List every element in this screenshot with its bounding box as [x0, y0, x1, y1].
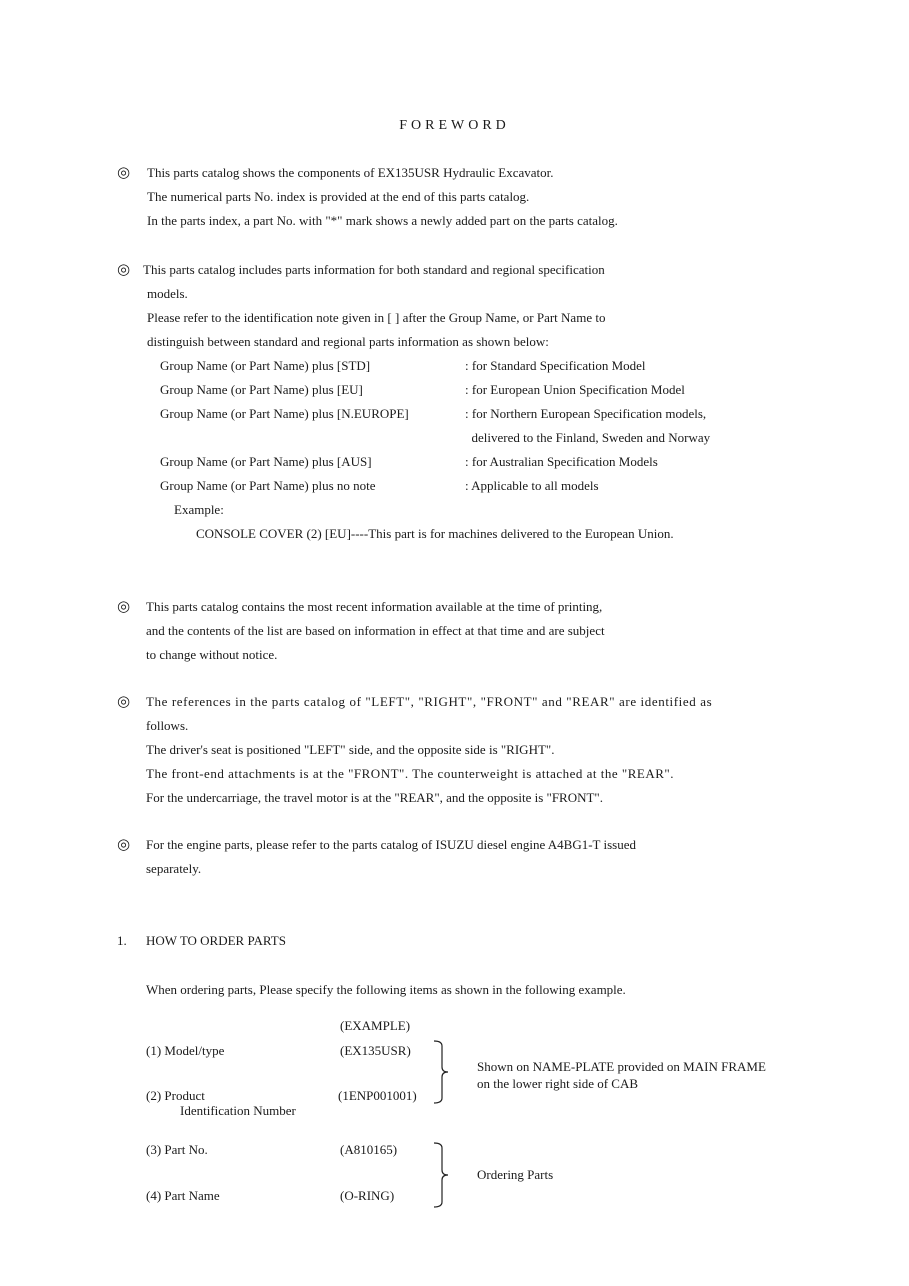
- section-number: 1.: [117, 933, 127, 948]
- example-label: Example:: [174, 502, 224, 517]
- text-line: separately.: [146, 861, 202, 876]
- text-line: This parts catalog shows the components of EX135USR Hydraulic Excavator.: [147, 165, 554, 180]
- order-item-label: (4) Part Name: [146, 1188, 220, 1203]
- spec-table-left: Group Name (or Part Name) plus no note: [160, 478, 376, 493]
- spec-table-right: : for Standard Specification Model: [465, 358, 646, 373]
- order-item-label: (2) Product: [146, 1088, 205, 1103]
- nameplate-note: on the lower right side of CAB: [477, 1076, 639, 1091]
- text-line: and the contents of the list are based on information in effect at that time and are subject: [146, 623, 605, 638]
- spec-table-right: delivered to the Finland, Sweden and Norway: [465, 430, 711, 445]
- text-line: The references in the parts catalog of "LEFT", "RIGHT", "FRONT" and "REAR" are identified as: [146, 694, 713, 709]
- section-intro: When ordering parts, Please specify the following items as shown in the following example.: [146, 982, 626, 997]
- double-circle-bullet-icon: ◎: [117, 165, 131, 181]
- text-line: follows.: [146, 718, 189, 733]
- spec-table-left: Group Name (or Part Name) plus [STD]: [160, 358, 371, 373]
- ordering-parts-note: Ordering Parts: [477, 1167, 554, 1182]
- spec-table-left: Group Name (or Part Name) plus [AUS]: [160, 454, 372, 469]
- spec-table-left: Group Name (or Part Name) plus [N.EUROPE]: [160, 406, 409, 421]
- double-circle-bullet-icon: ◎: [117, 262, 131, 278]
- right-brace-icon: [432, 1040, 452, 1104]
- text-line: Please refer to the identification note given in [ ] after the Group Name, or Part Name to: [147, 310, 606, 325]
- order-item-label-continued: Identification Number: [180, 1103, 296, 1118]
- text-line: In the parts index, a part No. with "*" mark shows a newly added part on the parts catalog.: [147, 213, 618, 228]
- spec-table-right: : Applicable to all models: [465, 478, 599, 493]
- right-brace-icon: [432, 1142, 452, 1208]
- order-item-value: (A810165): [340, 1142, 398, 1157]
- order-item-label: (3) Part No.: [146, 1142, 208, 1157]
- text-line: The driver's seat is positioned "LEFT" side, and the opposite side is "RIGHT".: [146, 742, 555, 757]
- text-line: This parts catalog contains the most recent information available at the time of printing,: [146, 599, 603, 614]
- nameplate-note: Shown on NAME-PLATE provided on MAIN FRAME: [477, 1059, 766, 1074]
- order-item-value: (O-RING): [340, 1188, 395, 1203]
- double-circle-bullet-icon: ◎: [117, 694, 131, 710]
- page-title: FOREWORD: [399, 118, 510, 133]
- text-line: For the engine parts, please refer to the parts catalog of ISUZU diesel engine A4BG1-T issued: [146, 837, 637, 852]
- section-heading: HOW TO ORDER PARTS: [146, 933, 286, 948]
- text-line: The front-end attachments is at the "FRONT". The counterweight is attached at the "REAR".: [146, 766, 674, 781]
- text-line: distinguish between standard and regional parts information as shown below:: [147, 334, 549, 349]
- order-item-value: (1ENP001001): [338, 1088, 417, 1103]
- spec-table-right: : for European Union Specification Model: [465, 382, 685, 397]
- text-line: to change without notice.: [146, 647, 278, 662]
- spec-table-right: : for Northern European Specification models,: [465, 406, 707, 421]
- text-line: models.: [147, 286, 188, 301]
- example-text: CONSOLE COVER (2) [EU]----This part is for machines delivered to the European Union.: [196, 526, 674, 541]
- text-line: This parts catalog includes parts information for both standard and regional specification: [143, 262, 605, 277]
- order-item-label: (1) Model/type: [146, 1043, 225, 1058]
- double-circle-bullet-icon: ◎: [117, 599, 131, 615]
- order-item-value: (EX135USR): [340, 1043, 411, 1058]
- text-line: The numerical parts No. index is provided at the end of this parts catalog.: [147, 189, 530, 204]
- example-header: (EXAMPLE): [340, 1018, 411, 1033]
- double-circle-bullet-icon: ◎: [117, 837, 131, 853]
- spec-table-left: Group Name (or Part Name) plus [EU]: [160, 382, 363, 397]
- spec-table-right: : for Australian Specification Models: [465, 454, 658, 469]
- text-line: For the undercarriage, the travel motor is at the "REAR", and the opposite is "FRONT".: [146, 790, 603, 805]
